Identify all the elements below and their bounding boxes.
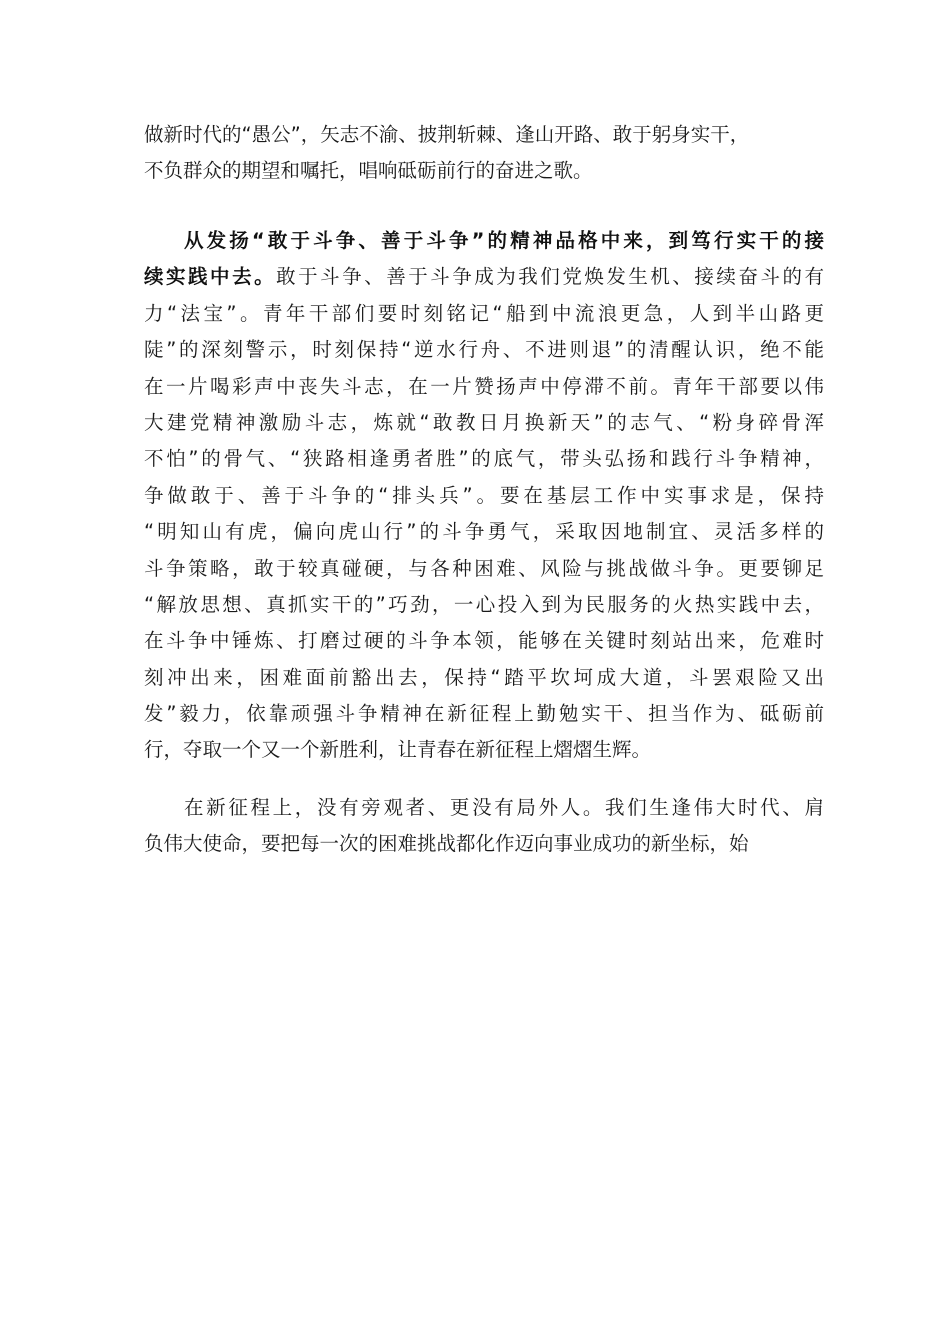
paragraph-2 xyxy=(144,223,824,769)
paragraph-line: 陡”的深刻警示，时刻保持“逆水行舟、不进则退”的清醒认识，绝不能 xyxy=(144,338,824,362)
paragraph-line: 大建党精神激励斗志，炼就“敢教日月换新天”的志气、“粉身碎骨浑 xyxy=(144,410,824,434)
paragraph-line: 在一片喝彩声中丧失斗志，在一片赞扬声中停滞不前。青年干部要以伟 xyxy=(144,374,824,398)
paragraph-line: 刻冲出来，困难面前豁出去，保持“踏平坎坷成大道，斗罢艰险又出 xyxy=(144,665,824,689)
paragraph-line: 争做敢于、善于斗争的“排头兵”。要在基层工作中实事求是，保持 xyxy=(144,483,824,507)
paragraph-line xyxy=(144,223,824,259)
paragraph-line: 斗争策略，敢于较真碰硬，与各种困难、风险与挑战做斗争。更要铆足 xyxy=(144,556,824,580)
paragraph-line: 行，夺取一个又一个新胜利，让青春在新征程上熠熠生辉。 xyxy=(144,738,652,762)
paragraph-line: 发”毅力，依靠顽强斗争精神在新征程上勤勉实干、担当作为、砥砺前 xyxy=(144,702,824,726)
paragraph-line: 力“法宝”。青年干部们要时刻铭记“船到中流浪更急，人到半山路更 xyxy=(144,301,824,325)
bold-heading-text: 从发扬“敢于斗争、善于斗争”的精神品格中来，到笃行实干的接 xyxy=(184,229,824,252)
paragraph-line: 不怕”的骨气、“狭路相逢勇者胜”的底气，带头弘扬和践行斗争精神， xyxy=(144,447,824,471)
paragraph-1 xyxy=(144,117,824,190)
bold-heading-text: 续实践中去。 xyxy=(144,265,277,289)
paragraph-text: 敢于斗争、善于斗争成为我们党焕发生机、接续奋斗的有 xyxy=(276,265,824,289)
paragraph-line: “明知山有虎，偏向虎山行”的斗争勇气，采取因地制宜、灵活多样的 xyxy=(144,520,824,544)
paragraph-line: “解放思想、真抓实干的”巧劲，一心投入到为民服务的火热实践中去， xyxy=(144,592,824,616)
paragraph-line: 做新时代的“愚公”，矢志不渝、披荆斩棘、逢山开路、敢于躬身实干， xyxy=(144,123,750,146)
paragraph-line: 不负群众的期望和嘱托，唱响砥砺前行的奋进之歌。 xyxy=(144,159,593,183)
paragraph-line: 在斗争中锤炼、打磨过硬的斗争本领，能够在关键时刻站出来，危难时 xyxy=(144,629,824,653)
paragraph-line: 在新征程上，没有旁观者、更没有局外人。我们生逢伟大时代、肩 xyxy=(184,796,824,819)
paragraph-line: 负伟大使命，要把每一次的困难挑战都化作迈向事业成功的新坐标，始 xyxy=(144,832,749,856)
paragraph-3 xyxy=(144,790,824,863)
paragraph-line xyxy=(144,259,824,295)
